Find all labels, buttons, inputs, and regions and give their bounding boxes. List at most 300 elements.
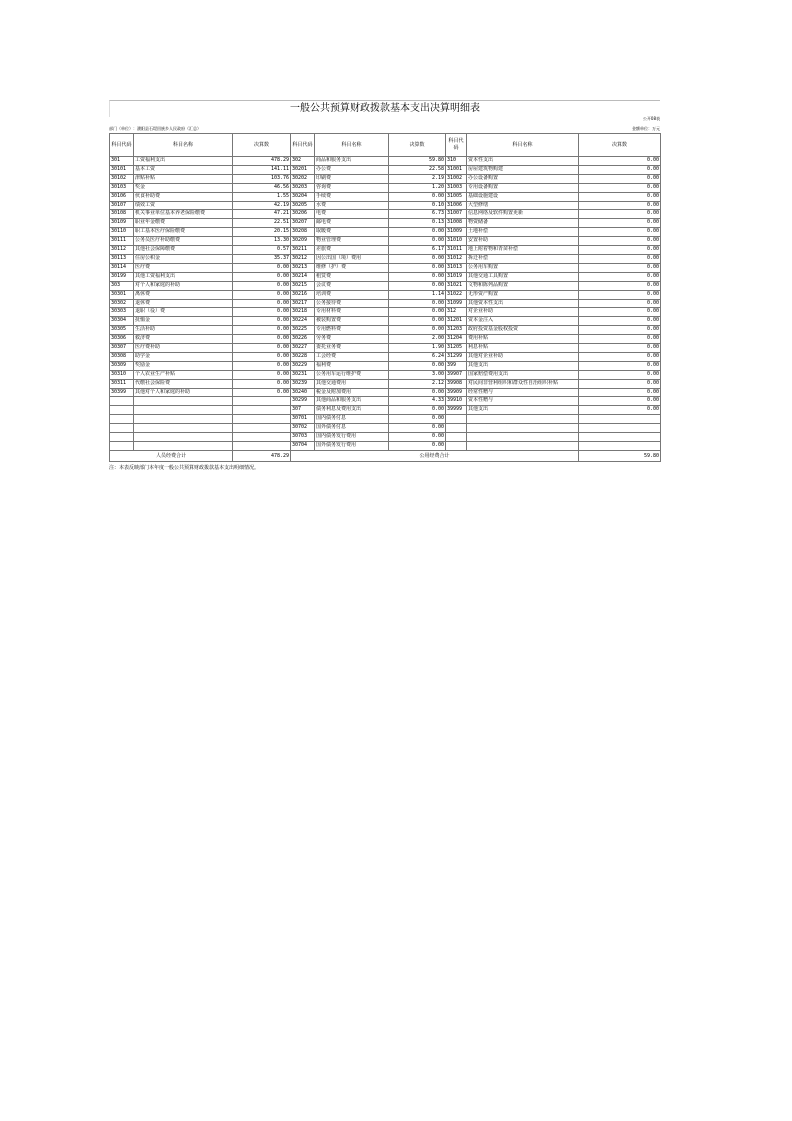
amount-cell: 0.00 bbox=[389, 272, 446, 281]
table-row bbox=[110, 370, 661, 379]
header-code: 科目代码 bbox=[110, 134, 134, 157]
code-cell: 30211 bbox=[291, 246, 315, 255]
amount-cell: 0.00 bbox=[389, 237, 446, 246]
name-cell: 办公设备购置 bbox=[467, 174, 579, 183]
amount-cell: 0.00 bbox=[389, 308, 446, 317]
amount-cell: 0.00 bbox=[389, 388, 446, 397]
code-cell: 31007 bbox=[446, 210, 467, 219]
name-cell: 地上附着物和青苗补偿 bbox=[467, 246, 579, 255]
name-cell: 专用燃料费 bbox=[315, 326, 389, 335]
amount-cell: 0.00 bbox=[389, 192, 446, 201]
code-cell: 30109 bbox=[110, 219, 134, 228]
amount-cell: 2.19 bbox=[389, 174, 446, 183]
expenditure-table bbox=[109, 133, 661, 462]
name-cell: 大型修缮 bbox=[467, 201, 579, 210]
amount-cell: 0.00 bbox=[579, 192, 661, 201]
department-label: 部门（单位）：濮阳县石堤回族乡人民政府（汇总） bbox=[109, 126, 201, 131]
amount-cell: 6.24 bbox=[389, 352, 446, 361]
code-cell: 30207 bbox=[291, 219, 315, 228]
code-cell: 30209 bbox=[291, 237, 315, 246]
code-cell: 31010 bbox=[446, 237, 467, 246]
code-cell: 39908 bbox=[446, 379, 467, 388]
name-cell: 信息网络及软件购置更新 bbox=[467, 210, 579, 219]
table-row bbox=[110, 219, 661, 228]
amount-cell: 0.00 bbox=[389, 442, 446, 451]
amount-cell: 0.00 bbox=[233, 335, 291, 344]
name-cell: 文物和陈列品购置 bbox=[467, 281, 579, 290]
code-cell: 30309 bbox=[110, 361, 134, 370]
code-cell: 39999 bbox=[446, 406, 467, 415]
amount-cell: 0.00 bbox=[233, 272, 291, 281]
code-cell: 30102 bbox=[110, 174, 134, 183]
amount-cell: 0.00 bbox=[233, 326, 291, 335]
amount-cell: 0.00 bbox=[389, 299, 446, 308]
name-cell: 职业年金缴费 bbox=[134, 219, 233, 228]
table-row bbox=[110, 165, 661, 174]
name-cell: 生活补助 bbox=[134, 326, 233, 335]
table-row bbox=[110, 246, 661, 255]
report-meta-2 bbox=[109, 125, 660, 133]
name-cell: 国家赔偿费用支出 bbox=[467, 370, 579, 379]
code-cell: 31019 bbox=[446, 272, 467, 281]
name-cell: 拆迁补偿 bbox=[467, 254, 579, 263]
name-cell: 专用材料费 bbox=[315, 308, 389, 317]
table-row bbox=[110, 192, 661, 201]
code-cell: 30311 bbox=[110, 379, 134, 388]
code-cell: 301 bbox=[110, 157, 134, 166]
name-cell: 其他交通费用 bbox=[315, 379, 389, 388]
code-cell: 30214 bbox=[291, 272, 315, 281]
amount-cell: 0.00 bbox=[579, 272, 661, 281]
amount-cell: 0.00 bbox=[389, 326, 446, 335]
name-cell: 抚恤金 bbox=[134, 317, 233, 326]
amount-cell: 0.00 bbox=[579, 299, 661, 308]
header-name: 科目名称 bbox=[134, 134, 233, 157]
name-cell: 维修（护）费 bbox=[315, 263, 389, 272]
amount-cell: 0.00 bbox=[579, 406, 661, 415]
name-cell: 医疗费补助 bbox=[134, 344, 233, 353]
table-row bbox=[110, 308, 661, 317]
name-cell: 其他对个人和家庭的补助 bbox=[134, 388, 233, 397]
table-row bbox=[110, 290, 661, 299]
table-row bbox=[110, 415, 661, 424]
name-cell: 其他资本性支出 bbox=[467, 299, 579, 308]
name-cell bbox=[467, 433, 579, 442]
amount-cell: 0.00 bbox=[579, 397, 661, 406]
amount-cell: 6.73 bbox=[389, 210, 446, 219]
code-cell: 30305 bbox=[110, 326, 134, 335]
code-cell: 31203 bbox=[446, 326, 467, 335]
code-cell bbox=[110, 442, 134, 451]
name-cell: 经常性赠与 bbox=[467, 388, 579, 397]
table-row bbox=[110, 317, 661, 326]
amount-cell: 0.00 bbox=[579, 388, 661, 397]
amount-cell: 42.19 bbox=[233, 201, 291, 210]
amount-cell: 6.17 bbox=[389, 246, 446, 255]
code-cell: 30399 bbox=[110, 388, 134, 397]
code-cell bbox=[446, 415, 467, 424]
amount-cell: 0.00 bbox=[233, 344, 291, 353]
header-amount: 决算数 bbox=[389, 134, 446, 157]
table-row bbox=[110, 254, 661, 263]
code-cell: 39909 bbox=[446, 388, 467, 397]
name-cell: 土地补偿 bbox=[467, 228, 579, 237]
code-cell: 30201 bbox=[291, 165, 315, 174]
amount-cell: 0.00 bbox=[233, 290, 291, 299]
name-cell: 福利费 bbox=[315, 361, 389, 370]
code-cell: 30224 bbox=[291, 317, 315, 326]
header-amount: 决算数 bbox=[579, 134, 661, 157]
name-cell: 其他交通工具购置 bbox=[467, 272, 579, 281]
table-row bbox=[110, 388, 661, 397]
name-cell: 伙食补助费 bbox=[134, 192, 233, 201]
table-row bbox=[110, 210, 661, 219]
amount-cell: 47.21 bbox=[233, 210, 291, 219]
name-cell: 工资福利支出 bbox=[134, 157, 233, 166]
amount-cell: 0.00 bbox=[389, 424, 446, 433]
table-row bbox=[110, 379, 661, 388]
code-cell: 30301 bbox=[110, 290, 134, 299]
code-cell: 30299 bbox=[291, 397, 315, 406]
amount-cell: 0.00 bbox=[579, 281, 661, 290]
name-cell bbox=[134, 433, 233, 442]
name-cell: 基本工资 bbox=[134, 165, 233, 174]
amount-cell: 0.00 bbox=[579, 379, 661, 388]
name-cell: 债务利息及费用支出 bbox=[315, 406, 389, 415]
code-cell: 30107 bbox=[110, 201, 134, 210]
code-cell: 30702 bbox=[291, 424, 315, 433]
code-cell: 31022 bbox=[446, 290, 467, 299]
code-cell bbox=[110, 433, 134, 442]
amount-cell: 0.00 bbox=[579, 246, 661, 255]
name-cell: 国内债务发行费用 bbox=[315, 433, 389, 442]
code-cell: 30231 bbox=[291, 370, 315, 379]
code-cell: 30108 bbox=[110, 210, 134, 219]
name-cell: 税金及附加费用 bbox=[315, 388, 389, 397]
name-cell: 其他支出 bbox=[467, 361, 579, 370]
name-cell: 助学金 bbox=[134, 352, 233, 361]
amount-cell: 0.00 bbox=[389, 433, 446, 442]
amount-cell bbox=[233, 433, 291, 442]
amount-cell bbox=[579, 433, 661, 442]
name-cell: 工会经费 bbox=[315, 352, 389, 361]
amount-cell bbox=[233, 406, 291, 415]
amount-cell: 0.00 bbox=[233, 370, 291, 379]
code-cell: 30229 bbox=[291, 361, 315, 370]
amount-cell: 0.00 bbox=[233, 361, 291, 370]
code-cell bbox=[110, 415, 134, 424]
name-cell: 医疗费 bbox=[134, 263, 233, 272]
code-cell bbox=[110, 424, 134, 433]
header-code: 科目代码 bbox=[291, 134, 315, 157]
amount-cell: 0.00 bbox=[579, 335, 661, 344]
amount-cell: 0.00 bbox=[579, 157, 661, 166]
code-cell: 30110 bbox=[110, 228, 134, 237]
table-row bbox=[110, 406, 661, 415]
code-cell: 30208 bbox=[291, 228, 315, 237]
amount-cell: 2.00 bbox=[389, 335, 446, 344]
code-cell: 31021 bbox=[446, 281, 467, 290]
table-row bbox=[110, 326, 661, 335]
name-cell: 其他社会保障缴费 bbox=[134, 246, 233, 255]
name-cell: 无形资产购置 bbox=[467, 290, 579, 299]
name-cell: 其他工资福利支出 bbox=[134, 272, 233, 281]
code-cell: 30212 bbox=[291, 254, 315, 263]
code-cell: 30303 bbox=[110, 308, 134, 317]
name-cell: 津贴补贴 bbox=[134, 174, 233, 183]
public-total-value: 59.80 bbox=[579, 450, 661, 461]
code-cell bbox=[446, 442, 467, 451]
amount-cell: 0.00 bbox=[233, 263, 291, 272]
code-cell: 31011 bbox=[446, 246, 467, 255]
table-row bbox=[110, 157, 661, 166]
code-cell: 31008 bbox=[446, 219, 467, 228]
public-total-label: 公用经费合计 bbox=[291, 450, 579, 461]
name-cell: 商品和服务支出 bbox=[315, 157, 389, 166]
name-cell bbox=[467, 442, 579, 451]
table-row bbox=[110, 352, 661, 361]
name-cell: 印刷费 bbox=[315, 174, 389, 183]
code-cell: 30204 bbox=[291, 192, 315, 201]
name-cell: 对企业补助 bbox=[467, 308, 579, 317]
totals-row bbox=[110, 450, 661, 461]
code-cell: 30106 bbox=[110, 192, 134, 201]
name-cell: 安置补助 bbox=[467, 237, 579, 246]
code-cell: 307 bbox=[291, 406, 315, 415]
amount-cell: 0.00 bbox=[389, 281, 446, 290]
code-cell: 30103 bbox=[110, 183, 134, 192]
header-amount: 决算数 bbox=[233, 134, 291, 157]
code-cell: 30199 bbox=[110, 272, 134, 281]
name-cell: 公务用车运行维护费 bbox=[315, 370, 389, 379]
amount-cell bbox=[233, 415, 291, 424]
amount-cell: 46.56 bbox=[233, 183, 291, 192]
code-cell: 30225 bbox=[291, 326, 315, 335]
amount-cell: 1.90 bbox=[389, 344, 446, 353]
name-cell: 因公出国（境）费用 bbox=[315, 254, 389, 263]
table-header bbox=[110, 134, 661, 157]
code-cell: 30111 bbox=[110, 237, 134, 246]
name-cell: 其他支出 bbox=[467, 406, 579, 415]
amount-cell: 1.55 bbox=[233, 192, 291, 201]
code-cell: 30216 bbox=[291, 290, 315, 299]
name-cell: 公务接待费 bbox=[315, 299, 389, 308]
code-cell: 399 bbox=[446, 361, 467, 370]
name-cell: 资本金注入 bbox=[467, 317, 579, 326]
amount-cell: 0.00 bbox=[389, 361, 446, 370]
amount-cell: 0.00 bbox=[389, 254, 446, 263]
code-cell: 30227 bbox=[291, 344, 315, 353]
name-cell: 代缴社会保险费 bbox=[134, 379, 233, 388]
amount-cell: 0.13 bbox=[389, 219, 446, 228]
amount-cell: 0.00 bbox=[579, 290, 661, 299]
code-cell: 31012 bbox=[446, 254, 467, 263]
name-cell: 退职（役）费 bbox=[134, 308, 233, 317]
amount-cell: 0.00 bbox=[579, 165, 661, 174]
name-cell: 被装购置费 bbox=[315, 317, 389, 326]
code-cell: 30203 bbox=[291, 183, 315, 192]
name-cell: 住房公积金 bbox=[134, 254, 233, 263]
amount-cell: 0.00 bbox=[389, 263, 446, 272]
name-cell: 费用补贴 bbox=[467, 335, 579, 344]
code-cell: 31001 bbox=[446, 165, 467, 174]
amount-cell: 0.00 bbox=[233, 308, 291, 317]
name-cell: 机关事业单位基本养老保险缴费 bbox=[134, 210, 233, 219]
code-cell: 31201 bbox=[446, 317, 467, 326]
name-cell bbox=[467, 424, 579, 433]
name-cell: 职工基本医疗保险缴费 bbox=[134, 228, 233, 237]
code-cell bbox=[110, 397, 134, 406]
name-cell: 手续费 bbox=[315, 192, 389, 201]
amount-cell: 0.00 bbox=[579, 361, 661, 370]
amount-cell: 478.29 bbox=[233, 157, 291, 166]
name-cell: 租赁费 bbox=[315, 272, 389, 281]
code-cell: 30213 bbox=[291, 263, 315, 272]
amount-cell: 0.00 bbox=[579, 201, 661, 210]
code-cell: 31005 bbox=[446, 192, 467, 201]
code-cell: 30101 bbox=[110, 165, 134, 174]
name-cell: 绩效工资 bbox=[134, 201, 233, 210]
amount-cell bbox=[233, 397, 291, 406]
amount-cell: 0.00 bbox=[233, 388, 291, 397]
name-cell: 奖金 bbox=[134, 183, 233, 192]
name-cell bbox=[134, 442, 233, 451]
code-cell: 31299 bbox=[446, 352, 467, 361]
table-row bbox=[110, 201, 661, 210]
table-row bbox=[110, 263, 661, 272]
report-sheet bbox=[109, 100, 660, 471]
name-cell: 政府投资基金股权投资 bbox=[467, 326, 579, 335]
table-row bbox=[110, 361, 661, 370]
name-cell: 奖励金 bbox=[134, 361, 233, 370]
name-cell: 国外债务发行费用 bbox=[315, 442, 389, 451]
name-cell bbox=[134, 424, 233, 433]
code-cell: 303 bbox=[110, 281, 134, 290]
amount-cell bbox=[579, 415, 661, 424]
code-cell: 31009 bbox=[446, 228, 467, 237]
amount-cell: 0.00 bbox=[233, 379, 291, 388]
amount-cell: 0.00 bbox=[579, 344, 661, 353]
code-cell: 30308 bbox=[110, 352, 134, 361]
code-cell: 30218 bbox=[291, 308, 315, 317]
name-cell: 培训费 bbox=[315, 290, 389, 299]
amount-cell: 2.12 bbox=[389, 379, 446, 388]
code-cell: 31003 bbox=[446, 183, 467, 192]
code-cell: 30240 bbox=[291, 388, 315, 397]
table-row bbox=[110, 442, 661, 451]
amount-cell: 0.00 bbox=[579, 326, 661, 335]
amount-cell: 3.00 bbox=[389, 370, 446, 379]
amount-cell: 0.00 bbox=[389, 406, 446, 415]
table-row bbox=[110, 272, 661, 281]
personnel-total-label: 人员经费合计 bbox=[110, 450, 233, 461]
table-note: 注：本表反映部门本年度一般公共预算财政拨款基本支出明细情况。 bbox=[109, 464, 260, 471]
name-cell: 基础设施建设 bbox=[467, 192, 579, 201]
table-row bbox=[110, 335, 661, 344]
code-cell: 39910 bbox=[446, 397, 467, 406]
name-cell bbox=[134, 397, 233, 406]
amount-cell: 103.76 bbox=[233, 174, 291, 183]
code-cell: 30701 bbox=[291, 415, 315, 424]
code-cell: 30310 bbox=[110, 370, 134, 379]
name-cell: 对个人和家庭的补助 bbox=[134, 281, 233, 290]
code-cell: 30113 bbox=[110, 254, 134, 263]
name-cell bbox=[134, 415, 233, 424]
name-cell: 专用设备购置 bbox=[467, 183, 579, 192]
amount-cell: 0.00 bbox=[233, 299, 291, 308]
amount-cell: 0.00 bbox=[579, 219, 661, 228]
code-cell: 31006 bbox=[446, 201, 467, 210]
amount-cell: 0.57 bbox=[233, 246, 291, 255]
amount-cell: 13.30 bbox=[233, 237, 291, 246]
code-cell: 39907 bbox=[446, 370, 467, 379]
code-cell: 310 bbox=[446, 157, 467, 166]
name-cell: 电费 bbox=[315, 210, 389, 219]
amount-cell: 0.00 bbox=[233, 317, 291, 326]
amount-cell: 141.11 bbox=[233, 165, 291, 174]
name-cell: 个人农业生产补贴 bbox=[134, 370, 233, 379]
name-cell bbox=[467, 415, 579, 424]
amount-cell: 0.00 bbox=[579, 308, 661, 317]
name-cell: 办公费 bbox=[315, 165, 389, 174]
form-number: 公开08表 bbox=[642, 116, 660, 121]
amount-cell: 0.00 bbox=[579, 228, 661, 237]
name-cell: 国外债务付息 bbox=[315, 424, 389, 433]
report-title: 一般公共预算财政拨款基本支出决算明细表 bbox=[109, 100, 660, 117]
code-cell: 30307 bbox=[110, 344, 134, 353]
table-row bbox=[110, 237, 661, 246]
amount-cell: 0.00 bbox=[579, 254, 661, 263]
name-cell: 救济费 bbox=[134, 335, 233, 344]
name-cell: 离休费 bbox=[134, 290, 233, 299]
amount-cell: 22.51 bbox=[233, 219, 291, 228]
code-cell: 30226 bbox=[291, 335, 315, 344]
code-cell: 30239 bbox=[291, 379, 315, 388]
name-cell: 差旅费 bbox=[315, 246, 389, 255]
name-cell bbox=[134, 406, 233, 415]
amount-cell: 0.00 bbox=[389, 415, 446, 424]
table-row bbox=[110, 344, 661, 353]
amount-cell: 0.00 bbox=[233, 352, 291, 361]
header-code: 科目代码 bbox=[446, 134, 467, 157]
name-cell: 水费 bbox=[315, 201, 389, 210]
code-cell: 31099 bbox=[446, 299, 467, 308]
table-row bbox=[110, 228, 661, 237]
amount-cell: 35.37 bbox=[233, 254, 291, 263]
name-cell: 物业管理费 bbox=[315, 237, 389, 246]
code-cell: 31013 bbox=[446, 263, 467, 272]
amount-cell: 0.00 bbox=[579, 352, 661, 361]
name-cell: 邮电费 bbox=[315, 219, 389, 228]
code-cell: 31002 bbox=[446, 174, 467, 183]
amount-cell bbox=[233, 442, 291, 451]
name-cell: 利息补贴 bbox=[467, 344, 579, 353]
amount-cell bbox=[579, 424, 661, 433]
name-cell: 公务员医疗补助缴费 bbox=[134, 237, 233, 246]
name-cell: 会议费 bbox=[315, 281, 389, 290]
code-cell: 30215 bbox=[291, 281, 315, 290]
code-cell: 30228 bbox=[291, 352, 315, 361]
amount-cell: 0.00 bbox=[579, 263, 661, 272]
amount-cell: 0.00 bbox=[579, 317, 661, 326]
code-cell: 31205 bbox=[446, 344, 467, 353]
amount-cell: 0.00 bbox=[579, 174, 661, 183]
name-cell: 其他对企业补助 bbox=[467, 352, 579, 361]
code-cell: 30304 bbox=[110, 317, 134, 326]
amount-cell: 0.00 bbox=[579, 210, 661, 219]
header-name: 科目名称 bbox=[467, 134, 579, 157]
name-cell: 资本性赠与 bbox=[467, 397, 579, 406]
